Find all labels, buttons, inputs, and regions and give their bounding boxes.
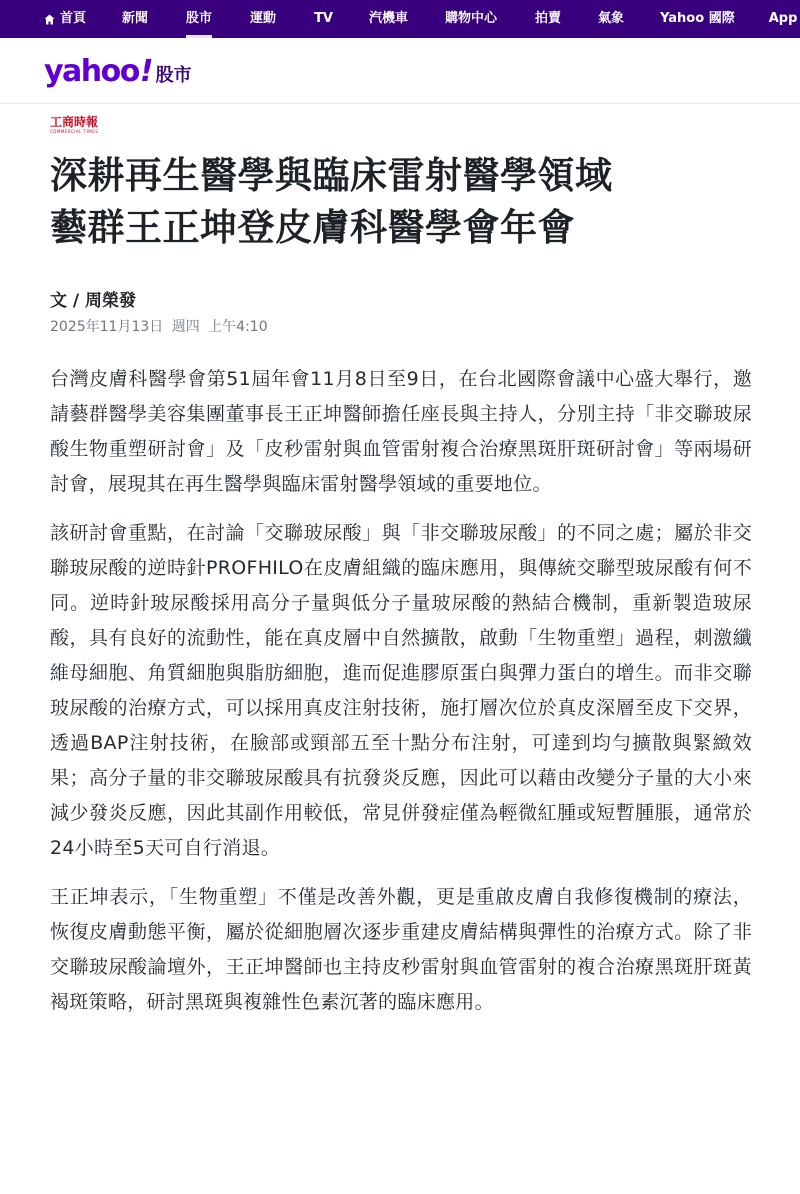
nav-item-shopping[interactable]: 購物中心 bbox=[445, 11, 498, 26]
nav-item-tv[interactable]: TV bbox=[314, 11, 333, 26]
home-icon bbox=[44, 14, 55, 25]
headline-line-1: 深耕再生醫學與臨床雷射醫學領域 bbox=[50, 154, 613, 197]
nav-item-label: 首頁 bbox=[60, 11, 87, 26]
nav-item-autos[interactable]: 汽機車 bbox=[369, 11, 409, 26]
article-paragraph: 王正坤表示，「生物重塑」不僅是改善外觀，更是重啟皮膚自我修復機制的療法，恢復皮膚動態平衡，屬於從細胞層次逐步重建皮膚結構與彈性的治療方式。除了非交聯玻尿酸論壇外，王正坤醫師也主持皮秒雷射與血管雷射的複合治療黑斑肝斑黃褐斑策略，研討黑斑與複雜性色素沉著的臨床應用。 bbox=[50, 886, 752, 1013]
nav-item-home[interactable] bbox=[44, 0, 86, 38]
article-author: 文 / 周榮發 bbox=[50, 291, 137, 311]
brand-bar bbox=[0, 38, 800, 104]
nav-item-yahoo-international[interactable]: Yahoo 國際 bbox=[660, 11, 735, 26]
source-name: 工商時報 bbox=[50, 115, 99, 129]
yahoo-bang: ! bbox=[139, 54, 154, 89]
article-time: 上午4:10 bbox=[208, 319, 268, 335]
article-body bbox=[50, 362, 752, 1034]
section-name: 股市 bbox=[155, 65, 192, 86]
nav-item-app[interactable]: App bbox=[768, 11, 798, 26]
article-headline bbox=[50, 150, 750, 254]
yahoo-stocks-logo[interactable] bbox=[44, 54, 192, 90]
source-subtitle: COMMERCIAL TIMES bbox=[50, 129, 99, 134]
nav-item-sports[interactable]: 運動 bbox=[250, 11, 277, 26]
yahoo-wordmark: yahoo bbox=[44, 54, 139, 89]
article-timestamp bbox=[50, 316, 268, 336]
top-navigation bbox=[0, 0, 800, 38]
source-logo[interactable] bbox=[50, 116, 106, 136]
article-paragraph: 該研討會重點，在討論「交聯玻尿酸」與「非交聯玻尿酸」的不同之處；屬於非交聯玻尿酸的逆時針PROFHILO在皮膚組織的臨床應用，與傳統交聯型玻尿酸有何不同。逆時針玻尿酸採用高分子量與低分子量玻尿酸的熱結合機制，重新製造玻尿酸，具有良好的流動性，能在真皮層中自然擴散，啟動「生物重塑」過程，刺激纖維母細胞、角質細胞與脂肪細胞，進而促進膠原蛋白與彈力蛋白的增生。而非交聯玻尿酸的治療方式，可以採用真皮注射技術，施打層次位於真皮深層至皮下交界，透過BAP注射技術，在臉部或頸部五至十點分布注射，可達到均勻擴散與緊緻效果；高分子量的非交聯玻尿酸具有抗發炎反應，因此可以藉由改變分子量的大小來減少發炎反應，因此其副作用較低，常見併發症僅為輕微紅腫或短暫腫脹，通常於24小時至5天可自行消退。 bbox=[50, 522, 752, 859]
nav-item-auction[interactable]: 拍賣 bbox=[535, 11, 562, 26]
nav-item-news[interactable]: 新聞 bbox=[122, 11, 149, 26]
nav-item-stocks[interactable]: 股市 bbox=[186, 0, 212, 38]
headline-line-2: 藝群王正坤登皮膚科醫學會年會 bbox=[50, 206, 575, 249]
nav-item-weather[interactable]: 氣象 bbox=[598, 11, 625, 26]
article-date: 2025年11月13日 bbox=[50, 319, 164, 335]
article-weekday: 週四 bbox=[171, 319, 200, 335]
article-paragraph: 台灣皮膚科醫學會第51屆年會11月8日至9日，在台北國際會議中心盛大舉行，邀請藝群醫學美容集團董事長王正坤醫師擔任座長與主持人，分別主持「非交聯玻尿酸生物重塑研討會」及「皮秒雷射與血管雷射複合治療黑斑肝斑研討會」等兩場研討會，展現其在再生醫學與臨床雷射醫學領域的重要地位。 bbox=[50, 368, 752, 495]
